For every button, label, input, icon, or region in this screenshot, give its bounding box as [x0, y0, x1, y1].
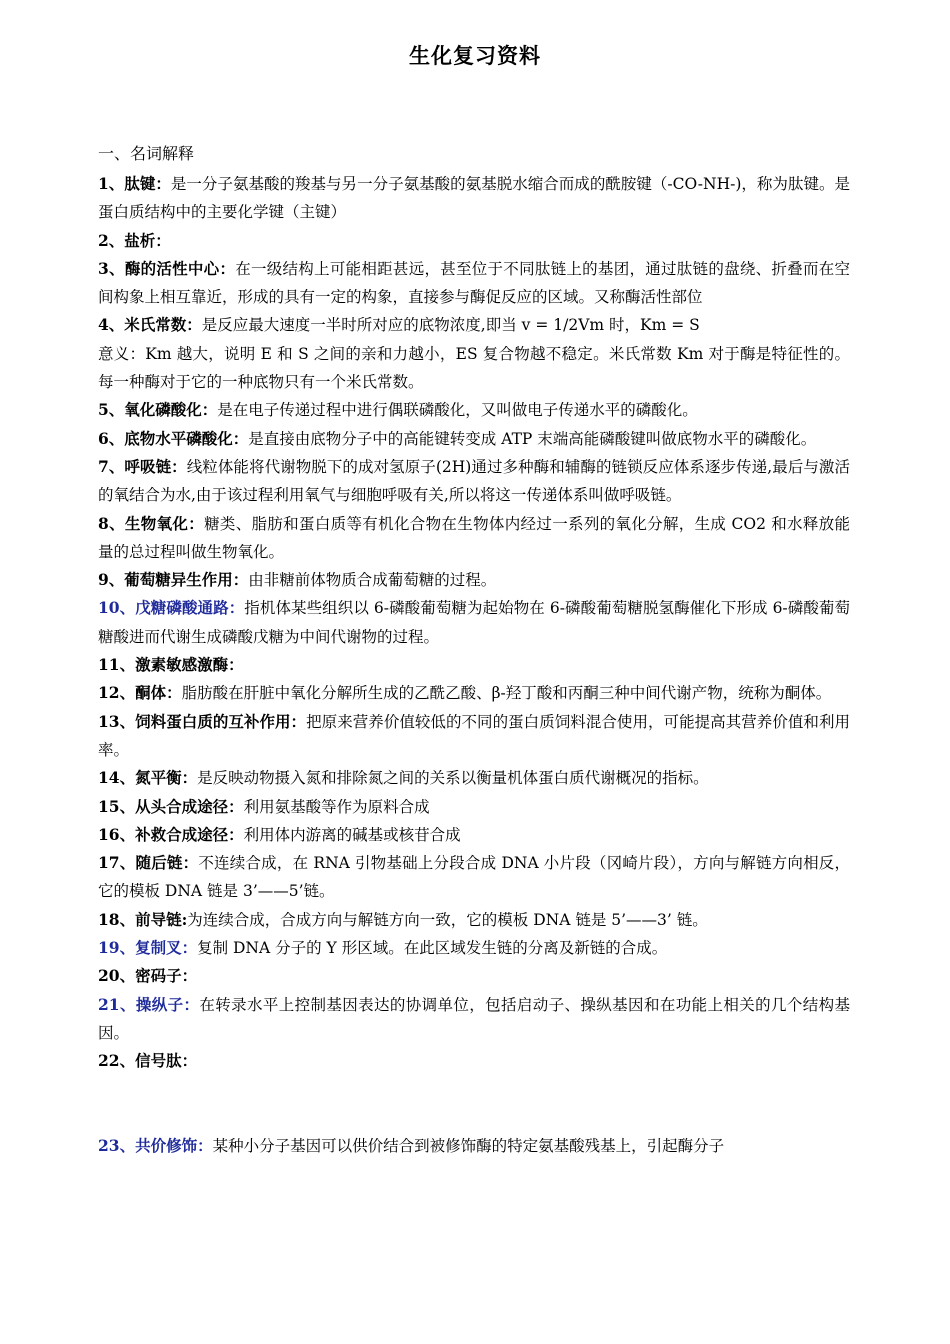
- section-heading: 一、名词解释: [98, 144, 195, 163]
- term-8: 8、生物氧化：: [98, 513, 205, 533]
- entry-2: [98, 227, 850, 255]
- term-14: 14、氮平衡：: [98, 768, 198, 788]
- definition-7: 线粒体能将代谢物脱下的成对氢原子(2H)通过多种酶和辅酶的链锁反应体系逐步传递,最后与激活的氧结合为水,由于该过程利用氧气与细胞呼吸有关,所以将这一传递体系叫做呼吸链。: [98, 457, 850, 505]
- entry-11: [98, 651, 850, 679]
- entry-12: [98, 679, 850, 707]
- term-6: 6、底物水平磷酸化：: [98, 428, 249, 448]
- term-5: 5、氧化磷酸化：: [98, 400, 218, 420]
- term-3: 3、酶的活性中心：: [98, 258, 236, 278]
- term-19: 19、复制叉：: [98, 938, 198, 958]
- definition-4: 是反应最大速度一半时所对应的底物浓度,即当 v = 1/2Vm 时，Km = S: [201, 316, 700, 335]
- entry-1: [98, 170, 850, 227]
- definition-6: 是直接由底物分子中的高能键转变成 ATP 末端高能磷酸键叫做底物水平的磷酸化。: [248, 429, 817, 448]
- definition-list: [98, 170, 850, 1160]
- definition-19: 复制 DNA 分子的 Y 形区域。在此区域发生链的分离及新链的合成。: [197, 939, 668, 958]
- term-9: 9、葡萄糖异生作用：: [98, 570, 249, 590]
- entry-3: [98, 255, 850, 312]
- term-2: 2、盐析：: [98, 230, 171, 250]
- entry-17: [98, 849, 850, 906]
- entry-10: [98, 594, 850, 651]
- entry-21: [98, 991, 850, 1048]
- definition-8: 糖类、脂肪和蛋白质等有机化合物在生物体内经过一系列的氧化分解，生成 CO2 和水释放能量的总过程叫做生物氧化。: [98, 514, 850, 561]
- entry-13: [98, 708, 850, 765]
- term-10: 10、戊糖磷酸通路：: [98, 598, 245, 618]
- definition-5: 是在电子传递过程中进行偶联磷酸化，又叫做电子传递水平的磷酸化。: [217, 401, 698, 420]
- term-15: 15、从头合成途径：: [98, 796, 244, 816]
- entry-22: [98, 1047, 850, 1075]
- term-12: 12、酮体：: [98, 683, 182, 703]
- entry-19: [98, 934, 850, 962]
- entry-14: [98, 764, 850, 792]
- term-22: 22、信号肽：: [98, 1051, 198, 1071]
- entry-18: [98, 906, 850, 934]
- term-16: 16、补救合成途径：: [98, 824, 244, 844]
- entry-15: [98, 793, 850, 821]
- entry-7: [98, 453, 850, 510]
- term-1: 1、肽键：: [98, 174, 171, 193]
- definition-9: 由非糖前体物质合成葡萄糖的过程。: [248, 571, 497, 590]
- term-17: 17、随后链：: [98, 853, 199, 873]
- entry-23: [98, 1132, 850, 1160]
- definition-14: 是反映动物摄入氮和排除氮之间的关系以衡量机体蛋白质代谢概况的指标。: [197, 769, 709, 788]
- term-18: 18、前导链:: [98, 909, 188, 929]
- term-13: 13、饲料蛋白质的互补作用：: [98, 711, 307, 731]
- term-11: 11、激素敏感激酶：: [98, 655, 244, 675]
- definition-17: 不连续合成，在 RNA 引物基础上分段合成 DNA 小片段（冈崎片段），方向与解链方向相反，它的模板 DNA 链是 3’——5’链。: [98, 854, 850, 901]
- term-7: 7、呼吸链：: [98, 456, 187, 476]
- entry-16: [98, 821, 850, 849]
- definition-23: 某种小分子基因可以供价结合到被修饰酶的特定氨基酸残基上，引起酶分子: [212, 1136, 725, 1155]
- definition-10: 指机体某些组织以 6-磷酸葡萄糖为起始物在 6-磷酸葡萄糖脱氢酶催化下形成 6-磷酸葡萄糖酸进而代谢生成磷酸戊糖为中间代谢物的过程。: [98, 599, 850, 646]
- definition-12: 脂肪酸在肝脏中氧化分解所生成的乙酰乙酸、β-羟丁酸和丙酮三种中间代谢产物，统称为酮体。: [181, 684, 832, 703]
- definition-3: 在一级结构上可能相距甚远，甚至位于不同肽链上的基团，通过肽链的盘绕、折叠而在空间构象上相互靠近，形成的具有一定的构象，直接参与酶促反应的区域。又称酶活性部位: [98, 259, 850, 307]
- term-20: 20、密码子：: [98, 966, 198, 986]
- definition-16: 利用体内游离的碱基或核苷合成: [243, 825, 461, 844]
- entry-9: [98, 566, 850, 594]
- entry-8: [98, 510, 850, 567]
- definition-1: 是一分子氨基酸的羧基与另一分子氨基酸的氨基脱水缩合而成的酰胺键（-CO-NH-)，称为肽键。是蛋白质结构中的主要化学键（主键）: [98, 175, 850, 222]
- entry-6: [98, 425, 850, 453]
- definition-18: 为连续合成，合成方向与解链方向一致，它的模板 DNA 链是 5’——3’ 链。: [187, 910, 708, 929]
- definition-15: 利用氨基酸等作为原料合成: [243, 797, 430, 816]
- term-4: 4、米氏常数：: [98, 315, 202, 335]
- definition-13: 把原来营养价值较低的不同的蛋白质饲料混合使用，可能提高其营养价值和利用率。: [98, 712, 850, 759]
- term-23: 23、共价修饰：: [98, 1135, 213, 1155]
- term-21: 21、操纵子：: [98, 994, 200, 1014]
- definition-4-significance: 意义：Km 越大，说明 E 和 S 之间的亲和力越小，ES 复合物越不稳定。米氏常数 Km 对于酶是特征性的。每一种酶对于它的一种底物只有一个米氏常数。: [98, 344, 850, 392]
- entry-4: [98, 311, 850, 396]
- entry-20: [98, 962, 850, 990]
- definition-21: 在转录水平上控制基因表达的协调单位，包括启动子、操纵基因和在功能上相关的几个结构基因。: [98, 995, 850, 1042]
- entry-5: [98, 396, 850, 424]
- page-title: 生化复习资料: [409, 43, 541, 68]
